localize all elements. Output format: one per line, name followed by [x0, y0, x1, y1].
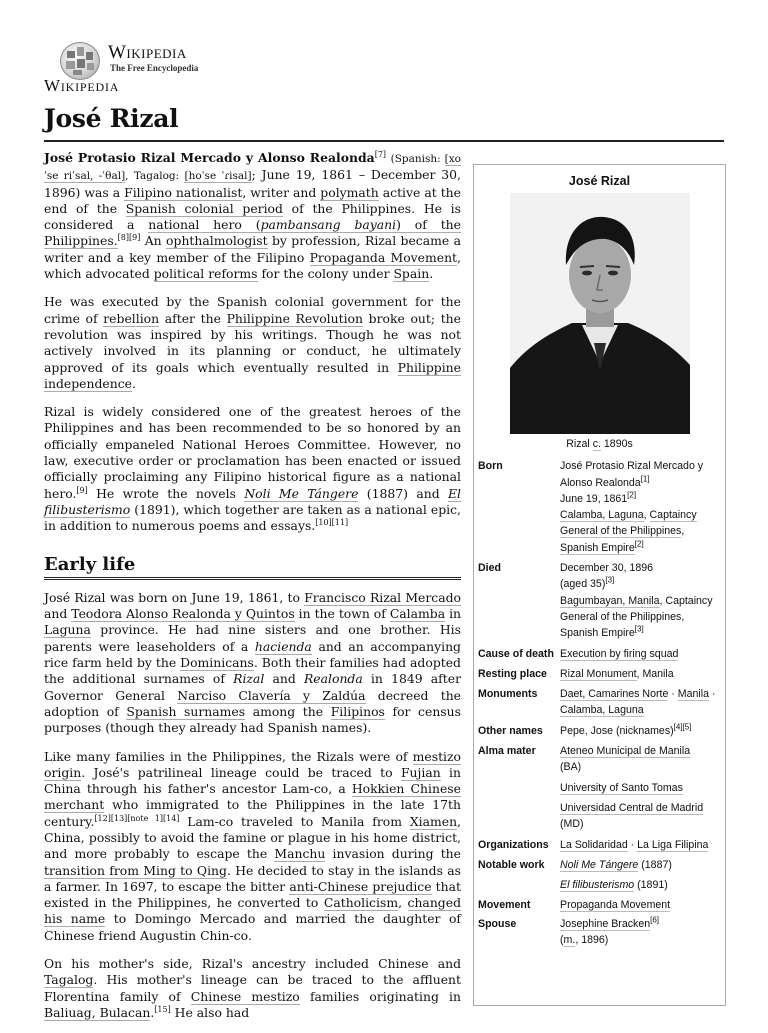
infobox-label: Movement — [478, 899, 531, 912]
infobox-label: Notable work — [478, 858, 545, 871]
link-josephine-bracken[interactable]: Josephine Bracken — [560, 917, 651, 930]
body-text: in — [445, 606, 462, 622]
link-xiamen[interactable]: Xiamen — [409, 813, 458, 829]
infobox-row-resting-place: Resting place Rizal Monument, Manila — [474, 666, 725, 682]
body-text: He also had — [170, 1004, 250, 1020]
lede-paragraph — [44, 150, 461, 282]
site-header — [44, 38, 464, 98]
citation-link[interactable]: [2] — [634, 539, 644, 549]
infobox-row-other-names — [474, 723, 725, 739]
wikipedia-wordmark-secondary[interactable]: Wikipedia — [44, 76, 120, 95]
infobox-label: Died — [478, 562, 501, 575]
body-text: in China through his father's ancestor Lam-co, a — [44, 764, 461, 797]
portrait-caption: Rizal c. 1890s — [566, 438, 633, 450]
body-text: invasion during the — [325, 846, 461, 862]
married-abbrev-link[interactable]: m. — [563, 934, 576, 947]
link-francisco-rizal-mercado[interactable]: Francisco Rizal Mercado — [304, 589, 461, 605]
citation-link[interactable]: [8][9] — [117, 233, 141, 243]
body-text: Like many families in the Philippines, the Rizals were of — [44, 748, 413, 764]
link-polymath[interactable]: polymath — [320, 184, 379, 200]
link-noli-me-tangere[interactable]: Noli Me Tángere — [244, 485, 359, 501]
link-baliuag-bulacan[interactable]: Baliuag, Bulacan — [44, 1004, 151, 1020]
link-rebellion[interactable]: rebellion — [103, 310, 160, 326]
body-text: province. He had nine sisters and one brother. His parents were leaseholders of a — [44, 622, 461, 654]
infobox-value: Manila — [642, 667, 674, 680]
body-text: José Rizal was born on June 19, 1861, to — [44, 589, 305, 605]
body-text: An — [140, 233, 167, 249]
link-fujian[interactable]: Fujian — [400, 764, 441, 780]
link-anti-chinese-prejudice[interactable]: anti-Chinese prejudice — [289, 878, 432, 894]
paragraph-execution — [44, 294, 461, 392]
body-text: and an accompanying rice farm held by the — [44, 638, 461, 671]
link-ophthalmologist[interactable]: ophthalmologist — [166, 233, 268, 249]
body-text: that existed in the Philippines, he converted to — [44, 878, 462, 911]
infobox-label: Monuments — [478, 688, 538, 701]
link-chinese-mestizo[interactable]: Chinese mestizo — [190, 988, 300, 1004]
link-calamba-laguna[interactable]: Calamba, Laguna — [560, 509, 644, 522]
portrait-photo[interactable] — [510, 193, 690, 434]
infobox-value: (1891) — [637, 879, 668, 892]
subject-full-name: José Protasio Rizal Mercado y Alonso Realonda — [44, 150, 375, 165]
body-text: (1891), which together are taken as a national epic, in addition to numerous poems and essays. — [44, 501, 461, 534]
link-monument-manila[interactable]: Manila — [677, 688, 709, 701]
infobox-label: Cause of death — [478, 647, 554, 660]
citation-link[interactable]: [4][5] — [673, 722, 692, 732]
infobox-row-monuments: Monuments Daet, Camarines Norte · Manila · Calamba, Laguna — [474, 686, 725, 719]
link-rizal-monument[interactable]: Rizal Monument — [560, 667, 637, 680]
link-hacienda[interactable]: hacienda — [254, 638, 312, 654]
link-mestizo-origin[interactable]: mestizo origin — [44, 748, 461, 780]
body-text: who immigrated to the Philippines in the late 17th century. — [44, 797, 461, 829]
body-text: Lam-co traveled to Manila from — [179, 813, 410, 829]
body-text: , which advocated — [44, 249, 461, 282]
infobox-label: Spouse — [478, 917, 517, 930]
citation-link[interactable]: [9] — [76, 485, 88, 495]
link-changed-his-name[interactable]: changed his name — [44, 895, 461, 927]
pronunciation: (Spanish: [xoˈse riˈsal, -ˈθal], Tagalog: [hoˈse ˈɾisal] — [44, 153, 461, 183]
infobox-row-died — [474, 560, 725, 641]
body-text: , — [398, 895, 408, 911]
body-text: for census purposes (though they already had Spanish names). — [44, 703, 462, 736]
body-text: . Both their families had adopted the additional surnames of — [44, 655, 461, 687]
citation-link[interactable]: [3] — [605, 575, 615, 585]
link-propaganda-movement-infobox[interactable]: Propaganda Movement — [560, 899, 671, 912]
infobox-title: José Rizal — [568, 174, 631, 188]
body-text: . — [150, 1004, 155, 1020]
body-text: among the — [245, 703, 331, 719]
italic-text: Realonda — [303, 671, 363, 687]
link-universidad-central-madrid[interactable]: Universidad Central de Madrid — [560, 801, 704, 814]
infobox-value: 1896) — [581, 934, 609, 947]
link-bagumbayan-manila[interactable]: Bagumbayan, Manila — [560, 594, 660, 607]
link-spain[interactable]: Spain — [393, 266, 430, 282]
section-heading-early-life: Early life — [44, 557, 461, 580]
citation-link[interactable]: [2] — [627, 490, 637, 500]
body-text: of the Philippines. He is considered a — [44, 200, 461, 233]
citation-link[interactable]: [12][13][note 1][14] — [94, 813, 180, 823]
wikipedia-tagline: The Free Encyclopedia — [110, 63, 199, 73]
body-text: by profession, Rizal became a writer and a key member of the Filipino — [44, 233, 461, 265]
link-hokkien-chinese[interactable]: Hokkien Chinese — [351, 781, 461, 797]
link-ust[interactable]: University of Santo Tomas — [560, 781, 683, 794]
infobox-label: Other names — [478, 724, 543, 737]
citation-link[interactable]: [3] — [634, 624, 644, 634]
link-la-solidaridad[interactable]: La Solidaridad — [560, 838, 628, 851]
body-text: Rizal is widely considered one of the greatest heroes of the Philippines and has been recommended to be so honored by an officially empaneled National Heroes Committee. However, no law, executive order or proclamation has been enacted or issued officially proclaiming any Filipino historical figure as a national hero. — [44, 404, 461, 501]
link-calamba[interactable]: Calamba — [389, 606, 446, 622]
infobox-row-cause-of-death — [474, 646, 725, 662]
infobox-row-movement — [474, 897, 725, 913]
language-label: Spanish: — [394, 153, 441, 165]
citation-link[interactable]: [1] — [640, 474, 650, 484]
body-text: . He decided to stay in the islands as a farmer. In 1697, to escape the bitter — [44, 862, 461, 894]
infobox-row-born — [474, 458, 725, 556]
article-body — [44, 150, 461, 1033]
infobox-label: Born — [478, 460, 503, 473]
body-text: (1887) and — [358, 485, 448, 501]
citation-link[interactable]: [7] — [374, 149, 387, 159]
citation-link[interactable]: [10][11] — [315, 518, 349, 528]
paragraph-birth — [44, 590, 461, 737]
link-la-liga-filipina[interactable]: La Liga Filipina — [637, 838, 709, 851]
body-text: . José's patrilineal lineage could be traced to — [81, 764, 401, 780]
italic-text: Rizal — [233, 671, 265, 687]
link-filipino-nationalist[interactable]: Filipino nationalist — [124, 184, 243, 200]
link-merchant[interactable]: merchant — [44, 797, 105, 813]
infobox — [473, 164, 726, 1006]
portrait-illustration — [510, 193, 690, 434]
language-label: Tagalog: — [133, 170, 180, 183]
infobox-row-organizations: Organizations La Solidaridad · La Liga Filipina — [474, 837, 725, 853]
link-philippine-independence[interactable]: Philippine independence — [44, 359, 461, 391]
link-ming-qing-transition[interactable]: transition from Ming to Qing — [44, 862, 227, 878]
link-execution-by-firing-squad[interactable]: Execution by firing squad — [560, 647, 679, 660]
link-dominicans[interactable]: Dominicans — [180, 655, 254, 671]
body-text: to Domingo Mercado and married the daughter of Chinese friend Augustin Chin-co. — [44, 911, 461, 943]
link-monument-calamba[interactable]: Calamba, Laguna — [560, 704, 644, 717]
link-noli-me-tangere-infobox[interactable]: Noli Me Tángere — [560, 858, 639, 871]
infobox-label: Resting place — [478, 667, 547, 680]
link-spanish-colonial-period[interactable]: Spanish colonial period — [125, 200, 283, 216]
link-propaganda-movement[interactable]: Propaganda Movement — [309, 249, 458, 265]
body-text: . — [429, 266, 434, 282]
body-text: ; June 19, 1861 – December 30, 1896) was a — [44, 167, 461, 200]
title-rule — [44, 140, 724, 142]
citation-link[interactable]: [6] — [650, 915, 660, 925]
body-text: decreed the adoption of — [44, 687, 462, 719]
link-narciso-claveria[interactable]: Narciso Clavería y Zaldúa — [177, 687, 366, 703]
link-spanish-empire[interactable]: Spanish Empire — [560, 541, 635, 554]
body-text: for the colony under — [257, 266, 394, 282]
infobox-value: (1887) — [641, 858, 672, 871]
infobox-row-notable-work — [474, 857, 725, 894]
paragraph-mother-side — [44, 956, 461, 1021]
body-text: , China, possibly to avoid the famine or plague in his home district, and more probably to escape the — [44, 813, 461, 862]
link-el-filibusterismo-infobox[interactable]: El filibusterismo — [560, 879, 635, 892]
body-text: in the town of — [294, 606, 390, 622]
circa-link[interactable]: c. — [592, 438, 601, 450]
link-tagalog[interactable]: Tagalog — [44, 972, 94, 988]
body-text: active at the end of the — [44, 184, 461, 216]
link-ateneo[interactable]: Ateneo Municipal de Manila — [560, 745, 691, 758]
page-title: José Rizal — [44, 104, 179, 133]
wikipedia-wordmark[interactable]: Wikipedia — [108, 42, 187, 63]
ipa-tagalog-link[interactable]: [hoˈse ˈɾisal] — [184, 170, 252, 183]
body-text: , writer and — [242, 184, 321, 200]
body-text: after the — [159, 310, 227, 326]
ipa-spanish-link[interactable]: [xoˈse riˈsal, -ˈθal] — [44, 153, 461, 183]
link-el-filibusterismo[interactable]: El filibusterismo — [44, 485, 461, 517]
body-text: He was executed by the Spanish colonial government for the crime of — [44, 294, 461, 326]
infobox-value: José Protasio Rizal Mercado y Alonso Realonda[1] June 19, 1861[2] Calamba, Laguna, Captaincy General of the Philippines, Spanish Empire[2] — [560, 460, 704, 554]
body-text: . His mother's lineage can be traced to the affluent Florentina family of — [44, 972, 461, 1004]
infobox-value: (MD) — [560, 818, 584, 831]
body-text: On his mother's side, Rizal's ancestry included Chinese and — [44, 956, 461, 972]
infobox-value: (BA) — [560, 761, 582, 774]
infobox-label: Alma mater — [478, 745, 536, 758]
body-text: in 1849 after Governor General — [44, 671, 461, 703]
link-catholicism[interactable]: Catholicism — [323, 895, 399, 911]
link-national-hero[interactable]: national hero (pambansang bayani) of the Philippines. — [44, 217, 461, 249]
infobox-row-spouse: Spouse Josephine Bracken[6] (m., 1896) — [474, 916, 725, 949]
link-philippine-revolution[interactable]: Philippine Revolution — [226, 310, 364, 326]
wikipedia-globe-logo[interactable] — [60, 42, 100, 80]
body-text: families originating in — [299, 988, 461, 1004]
infobox-label: Organizations — [478, 838, 549, 851]
paragraph-legacy — [44, 404, 461, 534]
link-manchu[interactable]: Manchu — [274, 846, 326, 862]
body-text: and — [44, 606, 72, 622]
infobox-row-alma-mater — [474, 743, 725, 832]
link-teodora-alonso[interactable]: Teodora Alonso Realonda y Quintos — [71, 606, 295, 622]
paragraph-ancestry — [44, 749, 461, 945]
link-spanish-surnames[interactable]: Spanish surnames — [126, 703, 246, 719]
link-laguna[interactable]: Laguna — [44, 622, 91, 638]
link-political-reforms[interactable]: political reforms — [153, 266, 258, 282]
link-monument-daet[interactable]: Daet, Camarines Norte — [560, 688, 669, 701]
infobox-value: Pepe, Jose (nicknames) — [560, 724, 674, 737]
body-text: broke out; the revolution was inspired by his writings. Though he was not actively involved in its planning or conduct, he ultimately approved of its goals which eventually resulted in — [44, 310, 461, 375]
body-text: and — [264, 671, 304, 687]
link-captaincy-general[interactable]: Captaincy General of the Philippines — [560, 509, 697, 538]
infobox-value: December 30, 1896 (aged 35)[3] Bagumbayan, Manila, Captaincy General of the Philippines, Spanish Empire[3] — [560, 562, 713, 640]
citation-link[interactable]: [15] — [154, 1004, 171, 1014]
body-text: He wrote the novels — [87, 485, 245, 501]
body-text: . — [131, 375, 136, 391]
link-filipinos[interactable]: Filipinos — [330, 703, 385, 719]
